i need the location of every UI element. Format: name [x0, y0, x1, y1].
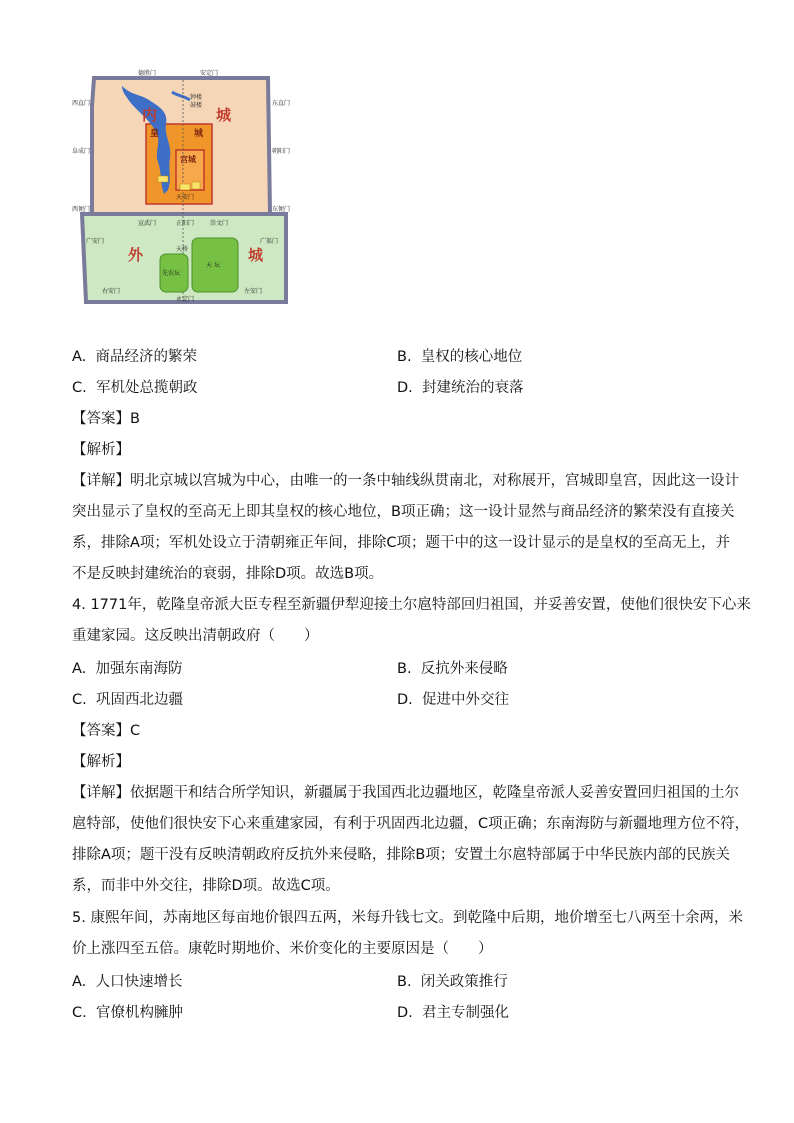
option-text: 巩固西北边疆 [95, 692, 183, 708]
option-text: 君主专制强化 [422, 1005, 509, 1021]
detail-line: 系，而非中外交往，排除D项。故选C项。 [72, 878, 340, 894]
answer-label: 【答案】 [72, 411, 130, 427]
option-text: 闭关政策推行 [420, 974, 508, 990]
landmark-gulou: 鼓楼 [190, 102, 203, 109]
option-text: 人口快速增长 [95, 974, 183, 990]
gate-dongzhimen: 东直门 [272, 100, 291, 107]
answer-value: C [130, 723, 141, 739]
q4-option-d[interactable] [397, 690, 509, 710]
detail-line: 排除A项；题干没有反映清朝政府反抗外来侵略，排除B项；安置土尔扈特部属于中华民族内部的民族关 [72, 847, 730, 863]
option-text: 促进中外交往 [422, 692, 509, 708]
xiannong-altar-label: 先农坛 [162, 270, 181, 277]
q5-option-c[interactable] [72, 1003, 183, 1023]
detail-line: 【详解】依据题干和结合所学知识，新疆属于我国西北边疆地区，乾隆皇帝派人妥善安置回归祖国的土尔 [72, 785, 739, 801]
stem-line: 5. 康熙年间，苏南地区每亩地价银四五两，米每升钱七文。到乾隆中后期，地价增至七八两至十余两，米 [72, 910, 743, 926]
answer-value: B [130, 411, 140, 427]
q3-detail [72, 466, 739, 590]
tian-altar-label: 天 坛 [206, 262, 220, 269]
option-text: 皇权的核心地位 [420, 349, 523, 365]
q4-analysis-label: 【解析】 [72, 754, 130, 770]
gate-xibianmen: 西便门 [72, 206, 91, 213]
palace-label: 宫城 [180, 155, 196, 164]
option-letter: C. [72, 1005, 87, 1021]
option-text: 封建统治的衰落 [422, 380, 524, 396]
gate-yongdingmen: 永定门 [176, 296, 195, 303]
q3-answer [72, 409, 140, 429]
gate-deshengmen: 德胜门 [138, 70, 157, 77]
detail-line: 扈特部，使他们很快安下心来重建家园，有利于巩固西北边疆，C项正确；东南海防与新疆地理方位不符， [72, 816, 750, 832]
detail-line: 突出显示了皇权的至高无上即其皇权的核心地位，B项正确；这一设计显然与商品经济的繁荣没有直接关 [72, 504, 735, 520]
q3-analysis-label: 【解析】 [72, 442, 130, 458]
option-letter: B. [397, 661, 412, 677]
detail-line: 【详解】明北京城以宫城为中心，由唯一的一条中轴线纵贯南北，对称展开，宫城即皇宫，因此这一设计 [72, 473, 739, 489]
q5-option-b[interactable] [397, 972, 508, 992]
option-letter: D. [397, 1005, 413, 1021]
q5-option-a[interactable] [72, 972, 183, 992]
detail-label: 【详解】 [72, 785, 130, 801]
q4-option-c[interactable] [72, 690, 183, 710]
q4-detail [72, 778, 750, 902]
inner-city-char2: 城 [216, 106, 232, 124]
option-text: 军机处总揽朝政 [95, 380, 198, 396]
q4-option-a[interactable] [72, 659, 183, 679]
gate-zhengyangmen: 正阳门 [176, 220, 195, 227]
q4-stem [72, 590, 751, 652]
outer-city-char1: 外 [128, 246, 144, 264]
inner-city-char1: 内 [142, 106, 158, 124]
imperial-city-char2: 城 [194, 129, 204, 139]
option-text: 商品经济的繁荣 [95, 349, 197, 365]
q5-stem [72, 903, 743, 965]
gate-andingmen: 安定门 [200, 70, 219, 77]
tianqiao-label: 天桥 [176, 246, 189, 253]
option-letter: A. [72, 974, 87, 990]
detail-line: 系，排除A项；军机处设立于清朝雍正年间，排除C项；题干中的这一设计显示的是皇权的至高无上，并 [72, 535, 731, 551]
option-letter: C. [72, 692, 87, 708]
map-graphic [72, 66, 298, 306]
option-text: 官僚机构臃肿 [95, 1005, 183, 1021]
stem-line: 重建家园。这反映出清朝政府（ ） [72, 628, 319, 644]
option-text: 反抗外来侵略 [420, 661, 508, 677]
gate-dongbianmen: 东便门 [272, 206, 291, 213]
imperial-city-char1: 皇 [150, 129, 160, 139]
answer-label: 【答案】 [72, 723, 130, 739]
stem-line: 价上涨四至五倍。康乾时期地价、米价变化的主要原因是（ ） [72, 941, 493, 957]
gate-guanganmen: 广安门 [86, 238, 105, 245]
q3-option-a[interactable] [72, 347, 197, 367]
option-letter: A. [72, 661, 87, 677]
q3-option-b[interactable] [397, 347, 522, 367]
option-letter: D. [397, 380, 413, 396]
q4-option-b[interactable] [397, 659, 508, 679]
stem-line: 4. 1771年，乾隆皇帝派大臣专程至新疆伊犁迎接土尔扈特部回归祖国，并妥善安置，使他们很快安下心来 [72, 597, 751, 613]
beijing-city-map [72, 66, 298, 306]
option-text: 加强东南海防 [95, 661, 183, 677]
outer-city-char2: 城 [248, 246, 264, 264]
gate-tiananmen: 天安门 [176, 194, 195, 201]
option-letter: C. [72, 380, 87, 396]
option-letter: B. [397, 349, 412, 365]
gate-xuanwumen: 宣武门 [138, 220, 157, 227]
gate-chaoyangmen: 朝阳门 [272, 148, 291, 155]
gate-chongwenmen: 崇文门 [210, 220, 229, 227]
gate-fuchengmen: 阜成门 [72, 148, 91, 155]
option-letter: D. [397, 692, 413, 708]
option-letter: A. [72, 349, 87, 365]
landmark-zhonglou: 钟楼 [190, 94, 203, 101]
q3-option-d[interactable] [397, 378, 524, 398]
gate-zuoanmen: 左安门 [244, 288, 263, 295]
gate-guangqumen: 广渠门 [260, 238, 279, 245]
gate-youanmen: 右安门 [102, 288, 121, 295]
q4-answer [72, 721, 140, 741]
detail-line: 不是反映封建统治的衰弱，排除D项。故选B项。 [72, 566, 384, 582]
detail-label: 【详解】 [72, 473, 130, 489]
option-letter: B. [397, 974, 412, 990]
q3-option-c[interactable] [72, 378, 197, 398]
q5-option-d[interactable] [397, 1003, 509, 1023]
gate-xizhimen: 西直门 [72, 100, 91, 107]
